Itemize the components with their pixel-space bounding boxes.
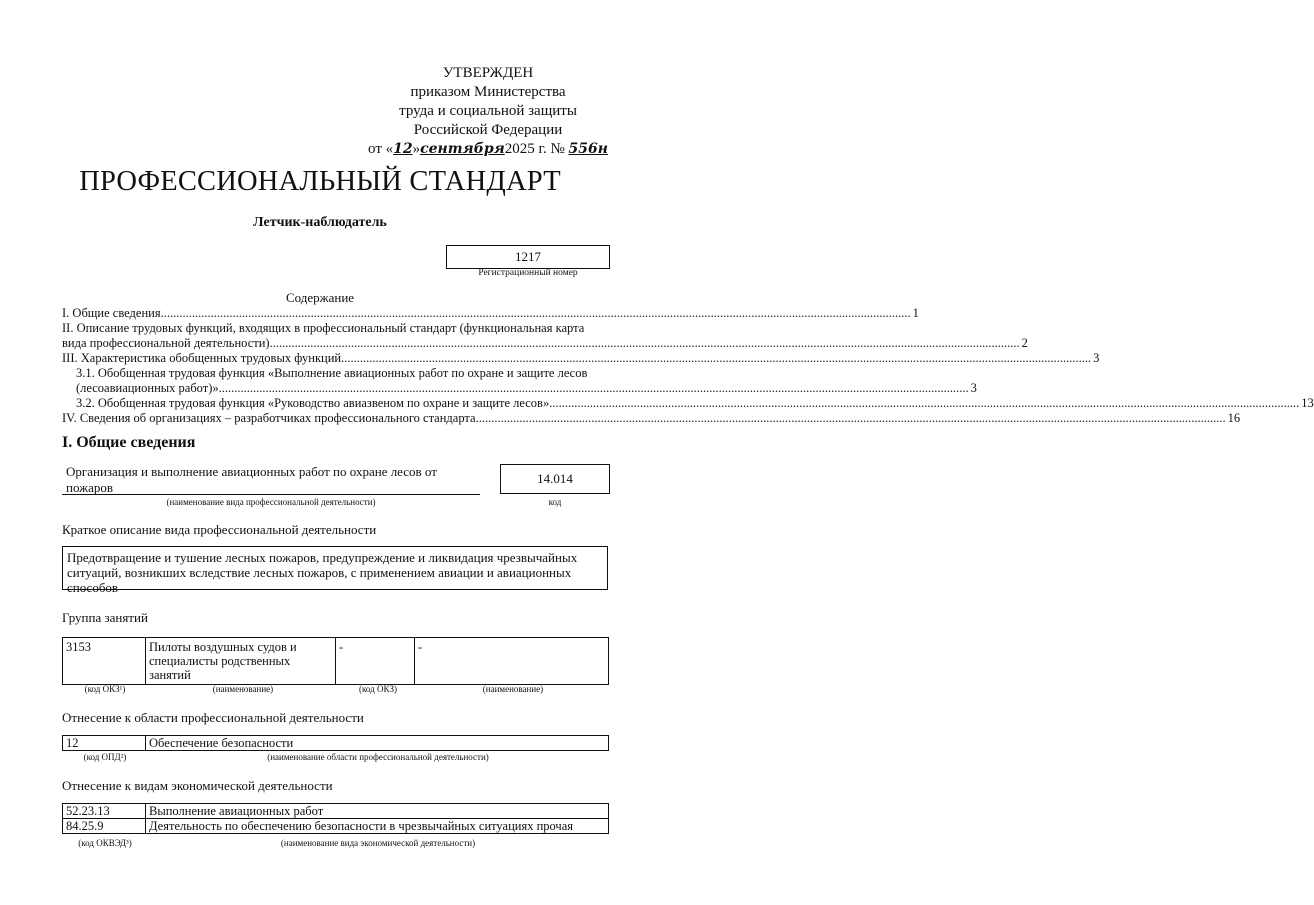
okved-code: 84.25.9: [63, 819, 146, 834]
table-row: [63, 819, 609, 834]
occupation-group-table: [62, 637, 609, 685]
toc-item[interactable]: I. Общие сведения ..... 1: [62, 306, 612, 321]
approval-line-2: приказом Министерства: [410, 84, 566, 100]
professional-area-table: [62, 735, 609, 751]
opd-code: 12: [63, 736, 146, 751]
okz-code-1: 3153: [63, 638, 146, 685]
caption-okved-name: (наименование вида экономической деятельности): [280, 838, 476, 848]
registration-caption: Регистрационный номер: [478, 268, 578, 278]
activity-code-box: 14.014: [500, 464, 610, 494]
toc-item-cont[interactable]: вида профессиональной деятельности) ..... 2: [62, 336, 612, 351]
caption-opd-name: (наименование области профессиональной деятельности): [267, 752, 489, 762]
economic-activity-table: [62, 803, 609, 834]
caption-okved-code: (код ОКВЭД³): [78, 838, 132, 848]
toc-item[interactable]: IV. Сведения об организациях – разработчиках профессионального стандарта ..... 16: [62, 411, 612, 426]
occupation-group-label: Группа занятий: [62, 610, 148, 625]
approval-line-1: УТВЕРЖДЕН: [442, 65, 534, 81]
approval-block: [368, 64, 608, 159]
toc-item[interactable]: 3.2. Обобщенная трудовая функция «Руководство авиазвеном по охране и защите лесов» ..... 13: [62, 396, 612, 411]
toc-title: Содержание: [285, 290, 355, 305]
professional-area-label: Отнесение к области профессиональной деятельности: [62, 710, 364, 725]
toc-item[interactable]: II. Описание трудовых функций, входящих в профессиональный стандарт (функциональная карта: [62, 321, 585, 335]
handwritten-month: сентября: [420, 141, 505, 157]
registration-number-box: 1217: [446, 245, 610, 269]
brief-description-label: Краткое описание вида профессиональной деятельности: [62, 522, 377, 537]
activity-caption: (наименование вида профессиональной деятельности): [166, 497, 376, 507]
okz-name-1: Пилоты воздушных судов и специалисты родственных занятий: [146, 638, 336, 685]
caption-okz-name: (наименование): [212, 684, 274, 694]
activity-code-caption: код: [548, 497, 562, 507]
opd-name: Обеспечение безопасности: [146, 736, 609, 751]
caption-okz-code-2: (код ОКЗ): [359, 684, 397, 694]
toc-item[interactable]: 3.1. Обобщенная трудовая функция «Выполнение авиационных работ по охране и защите лесов: [76, 366, 588, 380]
okz-code-2: -: [336, 638, 415, 685]
okved-name: Выполнение авиационных работ: [146, 804, 609, 819]
divider: [62, 494, 480, 495]
caption-okz-name-2: (наименование): [482, 684, 544, 694]
page-subtitle: Летчик-наблюдатель: [253, 215, 387, 230]
toc-item-cont[interactable]: (лесоавиационных работ)» ..... 3: [62, 381, 612, 396]
approval-date: от «12»сентября2025 г. № 556н: [368, 141, 608, 157]
approval-line-4: Российской Федерации: [413, 122, 563, 138]
table-row: [63, 804, 609, 819]
table-of-contents: [62, 306, 1314, 426]
section-heading: I. Общие сведения: [62, 434, 196, 451]
handwritten-day: 12: [393, 141, 413, 157]
caption-okz-code: (код ОКЗ¹): [84, 684, 126, 694]
economic-activity-label: Отнесение к видам экономической деятельности: [62, 778, 333, 793]
brief-description-box: Предотвращение и тушение лесных пожаров, предупреждение и ликвидация чрезвычайных ситуаций, возникших вследствие лесных пожаров, с применением авиации и авиационных способов: [62, 546, 608, 590]
handwritten-order-number: 556н: [568, 141, 608, 157]
caption-opd-code: (код ОПД²): [83, 752, 127, 762]
page-title: ПРОФЕССИОНАЛЬНЫЙ СТАНДАРТ: [79, 166, 561, 197]
okved-code: 52.23.13: [63, 804, 146, 819]
okz-name-2: -: [415, 638, 609, 685]
approval-line-3: труда и социальной защиты: [399, 103, 577, 119]
activity-name: Организация и выполнение авиационных работ по охране лесов от пожаров: [66, 464, 437, 495]
okved-name: Деятельность по обеспечению безопасности в чрезвычайных ситуациях прочая: [146, 819, 609, 834]
toc-item[interactable]: III. Характеристика обобщенных трудовых функций ..... 3: [62, 351, 612, 366]
